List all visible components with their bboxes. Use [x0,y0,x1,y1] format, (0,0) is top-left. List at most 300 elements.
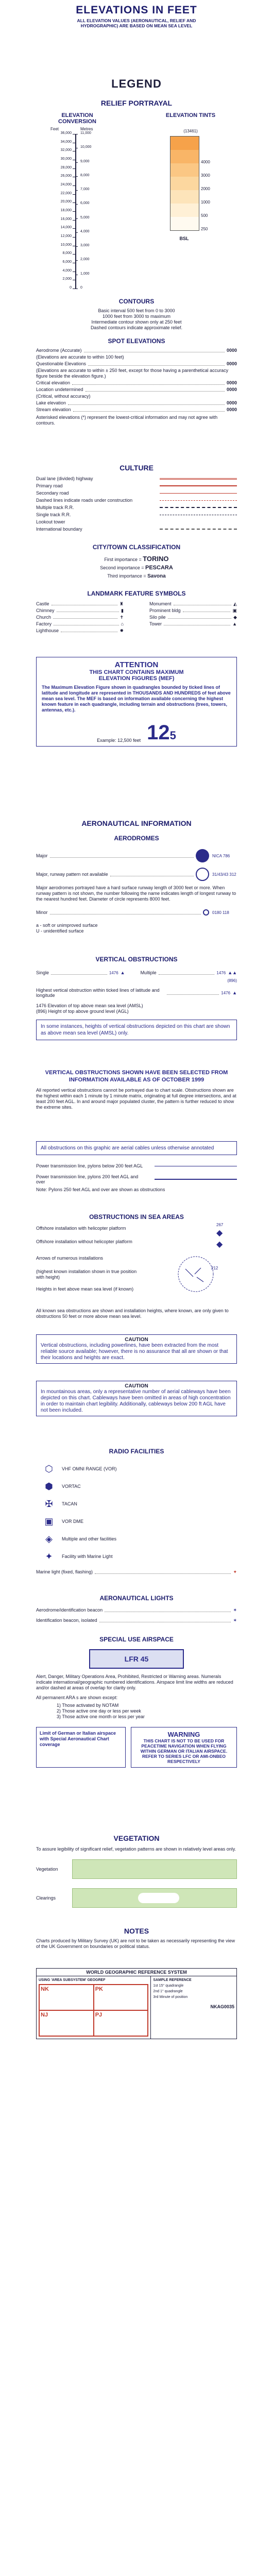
spot-list [36,348,237,413]
culture-label: Multiple track R.R. [36,505,74,510]
tint-swatch [170,204,199,217]
spot-value: 0000 [226,361,237,366]
power-line-2-label: Power transmission line, pylons 200 feet AGL and over [36,1174,139,1184]
city-list [0,555,273,581]
identification-beacon-icon: ✶ [233,1617,237,1623]
landmark-icon: ✹ [120,628,124,633]
landmark-title: LANDMARK FEATURE SYMBOLS [87,590,186,597]
major-row [36,849,237,862]
radio-title: RADIO FACILITIES [109,1448,164,1455]
spot-row [36,394,237,399]
wgrs-row-1: 1st 15° quadrangle [153,1984,184,1988]
vegetation-title: VEGETATION [113,1834,160,1842]
tint-swatch [170,163,199,177]
meters-label: Metres [80,127,93,131]
radio-section [0,1448,273,1565]
aero-title: AERONAUTICAL INFORMATION [81,819,192,827]
attention-box [36,657,237,747]
attention-body: The Maximum Elevation Figure shown in quadrangles bounded by ticked lines of latitude and longitude are represented in THOUSANDS AND HUNDREDS of feet above mean sea level. The MEF is based on information available concerning the highest known feature in each quadrangle, including terrain and obstructions (trees, towers, antennas, etc.). [42,685,231,713]
landmark-icon: ♜ [119,601,124,606]
culture-label: Dual lane (divided) highway [36,476,93,481]
culture-row [36,482,237,489]
contours-line-3: Intermediate contour shown only at 250 feet [91,319,182,325]
attention-line-3: ELEVATION FIGURES (MEF) [98,675,175,682]
landmark-icon: ✝ [120,615,124,620]
notes-body: Charts produced by Military Survey (UK) are not to be taken as necessarily representing the view of the UK Government on boundaries or political status. [36,1938,235,1949]
spot-row [36,380,237,386]
city-value: Savona [147,573,166,579]
spot-row [36,400,237,406]
warning-title: WARNING [167,1731,200,1738]
meter-tick-mark [75,232,78,233]
wgrs-cell-1: NK [39,1985,94,2010]
landmark-leader [57,608,120,612]
wgrs-cell-4: PJ [94,2010,148,2036]
sea-section [0,1213,273,1319]
major-code: NICA 786 [212,853,230,858]
sea-desc: All known sea obstructions are shown and installation heights, where known, are only given to obstructions 50 feet or more above mean sea level. [36,1308,229,1319]
culture-section [0,464,273,533]
city-row [0,572,273,581]
feet-tick-label: 16,000 [60,217,72,221]
meter-tick-label: 4,000 [80,229,90,233]
spot-label: Aerodrome (Accurate) [36,348,82,353]
power-line-2-symbol [155,1179,237,1180]
light-row-2 [36,1617,237,1623]
radio-row [36,1460,237,1478]
tint-swatch [170,217,199,230]
contours-line-1: Basic interval 500 feet from 0 to 3000 [98,308,175,313]
tint-swatch [170,150,199,163]
runway-desc: Major aerodromes portrayed have a hard surface runway length of 3000 feet or more. When runway pattern is not shown, the number following the name indicates length of longest runway to the nearest hundred feet. Diameter of circle represents 8000 feet. [36,885,236,902]
city-row [0,564,273,572]
page-title: ELEVATIONS IN FEET [76,4,197,16]
tint-label: 1000 [201,200,210,205]
feet-tick-label: 14,000 [60,226,72,230]
landmark-leader [164,621,230,625]
clearings-swatch [72,1888,237,1908]
contours-section [0,298,273,331]
culture-symbol [160,529,237,530]
spot-value: 0000 [226,348,237,353]
multiple-label: Multiple [140,970,157,975]
landmark-row [36,608,124,615]
spot-value: 0000 [226,387,237,392]
landmark-icon: ◭ [233,601,237,606]
feet-tick-label: 36,000 [60,131,72,135]
radio-label: VORTAC [62,1484,81,1489]
radio-icon: ⬡ [45,1463,53,1474]
wgrs-box [36,1968,237,2039]
landmark-row [36,621,124,628]
wgrs-grid [39,1984,148,2037]
mountain-title: CAUTION [125,1383,148,1389]
culture-row [36,518,237,526]
spot-leader [72,380,225,385]
culture-label: Secondary road [36,490,69,496]
clearing-hole [138,1893,179,1903]
landmark-leader [61,628,117,632]
spot-note: Asterisked elevations (*) represent the lowest-critical information and may not agree with contours. [36,415,218,426]
landmark-row [149,621,237,628]
meter-tick-label: 0 [80,286,82,290]
spot-label: (Elevations are accurate to within 100 feet) [36,354,124,360]
feet-tick-label: 26,000 [60,174,72,178]
radio-label: VOR DME [62,1519,84,1524]
airspace-intro: All permanent ARA s are shown except: [36,1695,118,1700]
feet-tick-label: 12,000 [60,234,72,238]
feet-scale [45,131,74,290]
caution-body: Vertical obstructions, including powerlines, have been extracted from the most reliable source available; however, there is no assurance that all are shown or that their locations and heights are exact. [41,1343,228,1361]
minor-row [36,907,237,918]
vertical-section [0,956,273,1040]
spot-label: Critical elevation [36,380,71,385]
vertical-since-section [0,1069,273,1110]
wgrs-right [151,1976,236,2039]
landmark-label: Lighthouse [36,628,59,633]
feet-tick-label: 20,000 [60,200,72,204]
wgrs-cell-2: PK [94,1985,148,2010]
aerodrome-beacon-icon: ✶ [233,1607,237,1613]
city-section [0,544,273,581]
unidentified-surface-note: U - unidentified surface [36,928,84,934]
aero-section [0,819,273,934]
landmark-label: Chimney [36,608,55,613]
feet-tick-label: 22,000 [60,191,72,195]
contours-title: CONTOURS [118,298,155,305]
mountain-box [36,1381,237,1416]
mef-example-hundreds: 5 [169,729,176,742]
radio-label: Multiple and other facilities [62,1536,117,1541]
vertical-single-row [36,968,237,977]
wgrs-left-title: USING 'AREA SUBSYSTEM' GEOGREF [39,1978,106,1982]
culture-row [36,526,237,533]
warning-box [131,1727,237,1768]
vegetation-swatch [72,1859,237,1879]
landmark-row [149,601,237,608]
pylon-note: Note: Pylons 250 feet AGL and over are shown as obstructions [36,1187,165,1192]
spot-row [36,348,237,353]
spot-leader [73,407,225,412]
spot-label: Lake elevation [36,400,66,405]
vertical-since-body: All reported vertical obstructions cannot be portrayed due to chart scale. Obstructions shown are the highest within each 1 minute by 1 minute matrix, originating at full degree intersections, and at least 200 feet AGL. In and around major populated cluster, the pattern is further reduced to show the extreme sites. [36,1088,236,1110]
sea-item-2: Offshore installation without helicopter platform [36,1239,132,1244]
tint-label: 500 [201,213,208,218]
attention-section [0,657,273,747]
spot-leader [88,361,225,366]
meter-tick-label: 10,000 [80,145,92,149]
landmark-label: Prominent bldg [149,608,181,613]
landmark-row [36,601,124,608]
meter-tick-mark [75,190,78,191]
landmark-section [0,590,273,635]
landmark-leader [54,621,119,625]
lights-title: AERONAUTICAL LIGHTS [99,1595,174,1602]
culture-row [36,497,237,504]
culture-row [36,489,237,497]
landmark-leader [53,615,117,619]
header [0,4,273,28]
landmark-row [36,628,124,635]
conversion-axis [75,134,76,289]
mountain-body: In mountainous areas, only a representative number of aerial cableways have been depicted on this chart. Cableways have been omitted in areas of high concentration in order to maintain chart legibility. Additionally, cableways below 200 ft AGL have not been included. [41,1389,231,1413]
marine-light-icon: ✦ [233,1569,237,1574]
vertical-since-title: VERTICAL OBSTRUCTIONS SHOWN HAVE BEEN SELECTED FROM INFORMATION AVAILABLE AS OF OCTOBER 1999 [45,1070,228,1083]
lighted-label: Highest vertical obstruction within ticked lines of latitude and longitude [36,988,160,998]
vegetation-body: To assure legibility of significant relief, vegetation patterns are shown in relatively level areas only. [36,1846,236,1852]
attention-line-2: THIS CHART CONTAINS MAXIMUM [89,669,184,675]
spot-label: (Critical, without accuracy) [36,394,91,399]
aerodromes-title: AERODROMES [114,835,159,842]
meter-scale [77,131,106,290]
culture-list [36,475,237,533]
landmark-icon: ◆ [233,615,237,620]
feet-tick-label: 10,000 [60,243,72,247]
tints-bottom: BSL [179,236,189,241]
culture-symbol [160,493,237,494]
feet-tick-label: 2,000 [62,277,72,281]
culture-label: Single track R.R. [36,512,71,517]
feet-tick-label: 4,000 [62,268,72,273]
meter-tick-label: 7,000 [80,188,90,192]
agl-note: (896) Height of top above ground level (AGL) [36,1009,129,1014]
spot-label: Stream elevation [36,407,71,412]
helipad-installation-icon: ◆ [216,1229,223,1238]
landmark-leader [168,615,232,619]
meter-tick-mark [75,260,78,261]
group-row [36,977,237,984]
city-title: CITY/TOWN CLASSIFICATION [92,544,181,551]
light-label-2: Identification beacon, isolated [36,1618,97,1623]
multiple-value: 1476 [216,970,226,975]
wgrs-cell-3: NJ [39,2010,94,2036]
soft-surface-note: a - soft or unimproved surface [36,923,98,928]
wgrs-row-3: 3rd Minute of position [153,1995,188,1999]
single-value: 1476 [109,970,118,975]
sea-height-2: 212 [211,1266,218,1270]
culture-symbol [160,500,237,501]
tint-swatch [170,177,199,190]
feet-tick-label: 30,000 [60,157,72,161]
culture-row [36,475,237,482]
legend-title: LEGEND [111,77,162,90]
airspace-rule-2: 2) Those active one day or less per week [57,1708,141,1714]
tints-top-value: (13461) [183,129,198,133]
single-label: Single [36,970,49,975]
landmark-leader [183,608,231,612]
relief-graphics [0,112,273,298]
feet-label: Feet [50,127,59,131]
meter-tick-mark [75,162,78,163]
vegetation-section [0,1834,273,1908]
runway-code: 31/43/43 312 [212,872,236,877]
runway-pattern-icon [196,868,209,881]
spot-row [36,368,237,379]
radio-row [36,1513,237,1530]
culture-symbol [160,485,237,486]
feet-tick-label: 34,000 [60,140,72,144]
elevation-tint-bar [170,136,199,231]
landmark-label: Tower [149,621,162,626]
spot-row [36,361,237,367]
feet-tick-label: 24,000 [60,183,72,187]
light-row-1 [36,1607,237,1613]
radio-label: Facility with Marine Light [62,1554,113,1559]
mef-example-label: Example: 12,500 feet [97,738,141,743]
landmark-icon: ▲ [232,621,237,626]
tints-title: ELEVATION TINTS [165,112,216,118]
runway-row [36,868,237,881]
spot-leader [68,400,225,405]
mountain-section [0,1381,273,1416]
landmark-label: Castle [36,601,49,606]
wgrs-row-2: 2nd 1° quadrangle [153,1990,183,1993]
lighted-value: 1476 [221,990,231,995]
culture-symbol [160,507,237,508]
tint-label: 2000 [201,187,210,191]
warning-body: THIS CHART IS NOT TO BE USED FOR PEACETIME NAVIGATION WHEN FLYING WITHIN GERMAN OR ITALIAN AIRSPACE. REFER TO SERIES LFC OR AMI-ONBEO RESPECTIVELY [140,1738,228,1764]
vegetation-label: Vegetation [36,1866,58,1872]
light-label-1: Aerodrome/identification beacon [36,1607,103,1613]
marine-label: Marine light (fixed, flashing) [36,1569,93,1574]
landmark-right-list [149,601,237,635]
power-section [0,1141,273,1193]
radio-label: TACAN [62,1501,77,1506]
group-value: (896) [227,978,237,983]
single-obstruction-icon: ▲ [120,970,125,975]
sea-item-4: (highest known installation shown in true position with height) [36,1269,137,1280]
spot-row [36,354,237,360]
radio-icon: ✠ [45,1498,53,1509]
power-line-1-label: Power transmission line, pylons below 200 feet AGL [36,1163,143,1168]
header-subtitle-1: ALL ELEVATION VALUES (AERONAUTICAL, RELIEF AND [77,18,196,23]
lights-section [0,1595,273,1623]
meter-tick-mark [75,218,78,219]
header-subtitle-2: HYDROGRAPHIC) ARE BASED ON MEAN SEA LEVEL [80,23,193,28]
contours-line-2: 1000 feet from 3000 to maximum [102,314,171,319]
culture-row [36,511,237,518]
tint-label: 3000 [201,173,210,178]
feet-tick-label: 8,000 [62,251,72,256]
landmark-label: Church [36,615,52,620]
caution-title: CAUTION [125,1337,148,1343]
airspace-section [0,1636,273,1768]
spot-value: 0000 [226,380,237,385]
culture-title: CULTURE [120,464,153,472]
city-value: TORINO [143,555,169,563]
sea-height-1: 267 [216,1223,224,1227]
meter-tick-label: 9,000 [80,159,90,163]
wgrs-section [0,1968,273,2039]
radio-row [36,1530,237,1548]
sea-item-3: Arrows of numerous installations [36,1256,104,1261]
lighted-row [36,987,237,999]
landmark-left-list [36,601,124,635]
culture-label: International boundary [36,527,82,532]
runway-label: Major, runway pattern not available [36,872,108,877]
minor-label: Minor [36,910,48,915]
multiple-obstruction-icon: ▲▲ [228,970,237,975]
landmark-label: Factory [36,621,52,626]
landmark-row [149,608,237,615]
sea-items [36,1223,237,1308]
meter-tick-label: 3,000 [80,244,90,248]
wgrs-sample: NKAG0035 [210,2004,234,2009]
power-line-2 [36,1174,237,1185]
minor-code: 0180 118 [212,910,229,915]
feet-tick-label: 0 [70,286,72,290]
amsl-only-box: In some instances, heights of vertical obstructions depicted on this chart are shown as above mean sea level (AMSL) only. [36,1020,237,1040]
vertical-title: VERTICAL OBSTRUCTIONS [95,956,178,963]
attention-title: ATTENTION [114,660,159,669]
spot-label: Location undetermined [36,387,83,392]
conversion-title: ELEVATION CONVERSION [58,112,96,125]
meter-tick-label: 2,000 [80,258,90,262]
spot-elevations-section [0,337,273,426]
landmark-leader [52,601,117,605]
culture-label: Dashed lines indicate roads under construction [36,498,133,503]
meter-tick-mark [75,176,78,177]
city-label: Third importance = [107,573,148,579]
culture-symbol [160,478,237,480]
contours-line-4: Dashed contours indicate approximate relief. [90,325,183,330]
notes-title: NOTES [124,1927,149,1935]
feet-tick-label: 28,000 [60,165,72,170]
radio-row [36,1495,237,1513]
landmark-icon: ▣ [232,608,237,613]
spot-row [36,387,237,393]
spot-label: Questionable Elevations [36,361,87,366]
tint-label: 250 [201,227,208,231]
airspace-desc: Alert, Danger, Military Operations Area, Prohibited, Restricted or Warning areas. Numerals indicate international/geographic numbered identifications. Airspace limit line widths are reduced and/or dashed at areas of overlap for clarity only. [36,1674,233,1690]
landmark-icon: ▮ [121,608,124,613]
caution-box [36,1334,237,1364]
feet-tick-label: 18,000 [60,209,72,212]
spot-leader [84,348,225,352]
feet-tick-label: 6,000 [62,260,72,264]
culture-label: Lookout tower [36,519,65,524]
notes-section [0,1927,273,1950]
meter-tick-mark [75,246,78,247]
mef-example-thousands: 12 [147,721,170,744]
landmark-label: Silo pile [149,615,166,620]
minor-aerodrome-icon [203,909,209,916]
marine-row [36,1569,237,1575]
meter-tick-label: 11,000 [80,131,91,135]
installation-icon: ◆ [216,1240,223,1249]
city-label: First importance = [104,557,143,562]
airspace-rule-3: 3) Those active one month or less per year [57,1714,145,1719]
landmark-row [36,615,124,621]
city-value: PESCARA [145,565,173,571]
major-label: Major [36,853,48,858]
airspace-rule-1: 1) Those activated by NOTAM [57,1703,119,1708]
airspace-sample-box: LFR 45 [89,1649,184,1669]
amsl-note: 1476 Elevation of top above mean sea level (AMSL) [36,1003,143,1008]
legend-heading [0,77,273,91]
spot-label: (Elevations are accurate to within ± 250 feet, except for those having a parenthetical accuracy figure beside the elevation figure.) [36,368,229,379]
wgrs-right-title: SAMPLE REFERENCE [153,1978,192,1982]
spot-row [36,407,237,413]
relief-section [0,99,273,107]
spot-title: SPOT ELEVATIONS [108,337,165,345]
wgrs-left [37,1976,151,2039]
airspace-title: SPECIAL USE AIRSPACE [99,1636,174,1643]
sea-title: OBSTRUCTIONS IN SEA AREAS [89,1213,184,1221]
radio-icon: ◈ [45,1533,53,1544]
tint-label: 4000 [201,160,210,164]
meter-tick-mark [75,204,78,205]
